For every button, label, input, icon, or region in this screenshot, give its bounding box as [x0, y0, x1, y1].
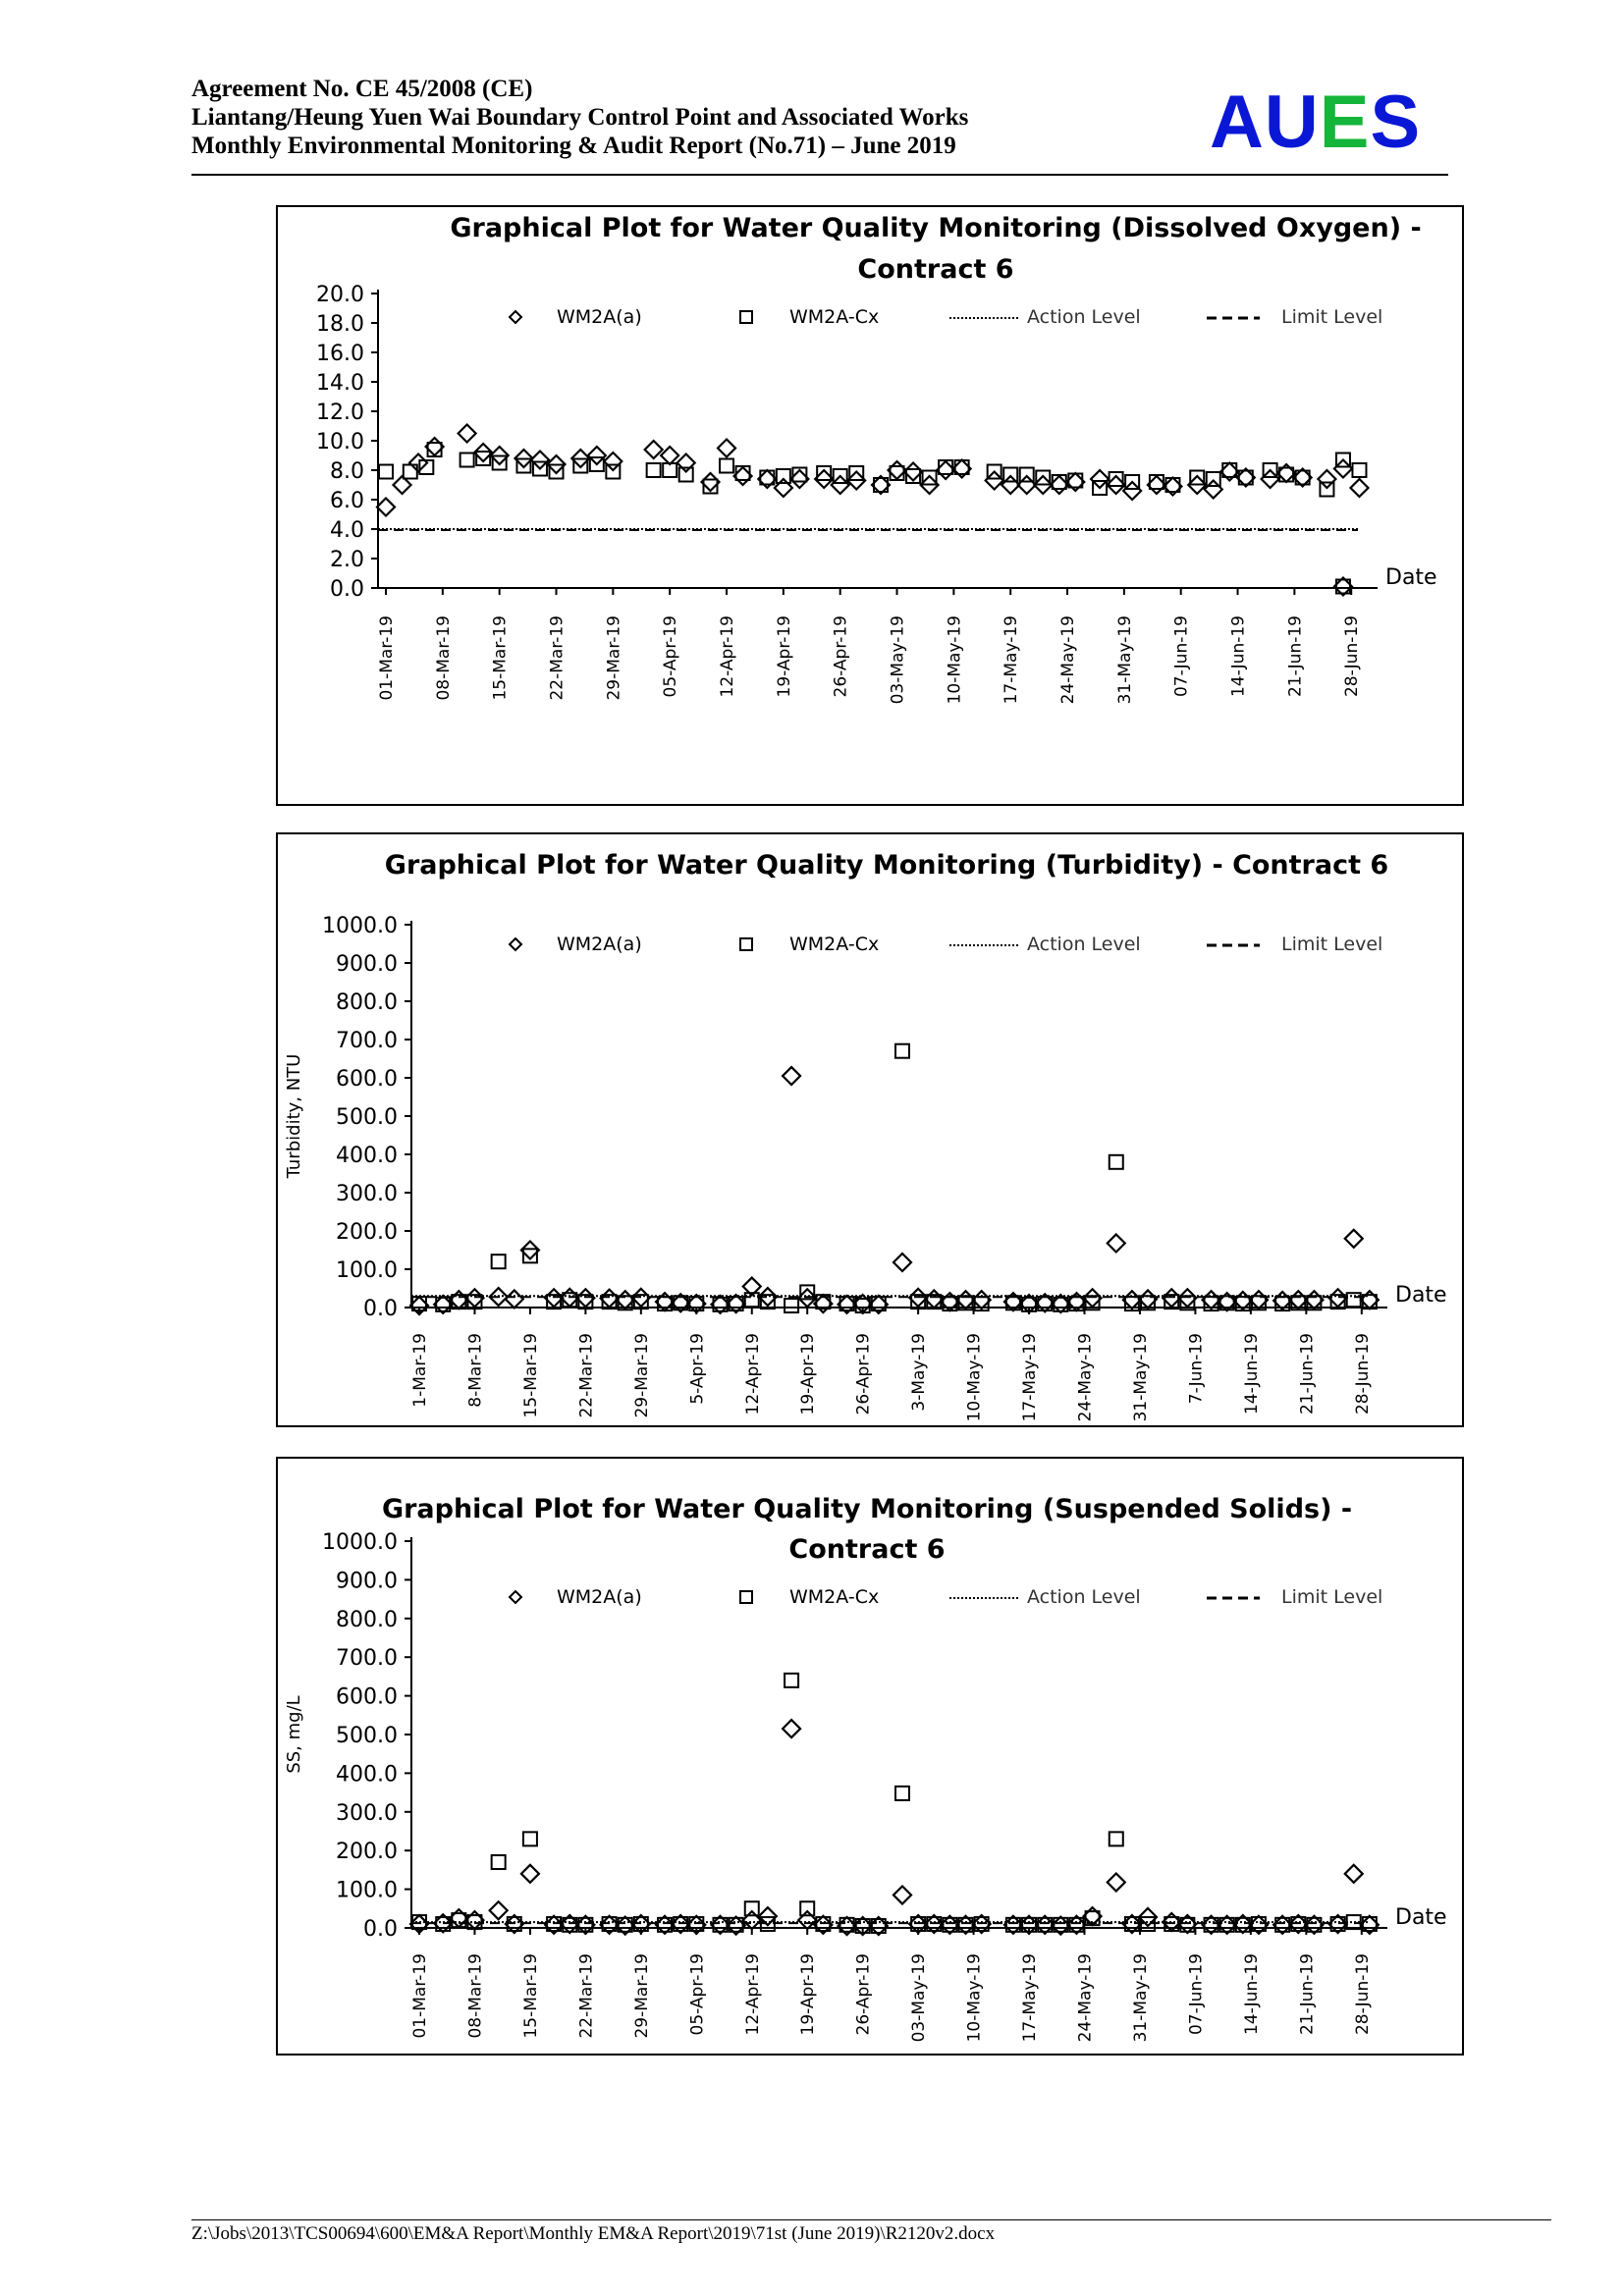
x-tick-label: 7-Jun-19	[1186, 1333, 1207, 1405]
x-tick-label: 10-May-19	[964, 1953, 985, 2043]
x-tick-label-group	[465, 1333, 485, 1408]
y-tick-label: 600.0	[336, 1067, 398, 1092]
legend-label-series1: WM2A(a)	[557, 306, 642, 328]
x-tick-label: 8-Mar-19	[465, 1333, 486, 1408]
x-tick-label: 08-Mar-19	[433, 615, 454, 701]
y-tick-label: 1000.0	[322, 914, 398, 938]
x-tick-label: 17-May-19	[1020, 1953, 1041, 2043]
x-tick-label-group	[775, 615, 794, 697]
legend-label-limit: Limit Level	[1281, 1586, 1383, 1608]
y-tick-label: 0.0	[363, 1917, 398, 1942]
x-tick-label: 22-Mar-19	[576, 1333, 597, 1418]
y-tick-label: 900.0	[336, 952, 398, 977]
x-tick-label-group	[521, 1333, 541, 1418]
y-tick-label: 2.0	[330, 548, 364, 572]
x-tick-label: 12-Apr-19	[742, 1333, 763, 1415]
data-point-diamond	[459, 425, 476, 443]
x-tick-label-group	[687, 1953, 707, 2035]
y-tick-label: 14.0	[316, 371, 364, 396]
chart-2-svg	[278, 1459, 1462, 2054]
x-tick-label: 08-Mar-19	[465, 1953, 486, 2039]
report-title: Monthly Environmental Monitoring & Audit Report (No.71) – June 2019	[191, 133, 956, 159]
legend-label-series2: WM2A-Cx	[789, 934, 880, 955]
x-tick-label-group	[854, 1953, 874, 2035]
legend-label-series2: WM2A-Cx	[789, 1586, 880, 1608]
legend-label-series1: WM2A(a)	[557, 934, 642, 955]
data-point-square	[460, 454, 474, 467]
x-tick-label: 31-May-19	[1130, 1953, 1151, 2043]
y-tick-label: 8.0	[330, 459, 364, 484]
x-tick-label: 29-Mar-19	[604, 615, 624, 701]
data-point-square	[777, 469, 790, 483]
chart-title-line1: Graphical Plot for Water Quality Monitoring (Turbidity) - Contract 6	[384, 850, 1389, 881]
x-tick-label-group	[604, 615, 623, 701]
data-point-square	[476, 452, 490, 465]
y-tick-label: 800.0	[336, 990, 398, 1015]
x-tick-label-group	[1115, 615, 1135, 704]
x-tick-label: 22-Mar-19	[547, 615, 568, 701]
legend-diamond-icon	[510, 311, 521, 323]
x-tick-label-group	[576, 1333, 596, 1418]
legend-square-icon	[740, 938, 752, 950]
chart-legend	[510, 306, 1382, 328]
data-point-diamond	[1108, 1874, 1125, 1892]
x-tick-label: 3-May-19	[909, 1333, 930, 1412]
x-tick-label-group	[854, 1333, 874, 1415]
x-tick-label: 21-Jun-19	[1297, 1953, 1318, 2036]
x-tick-label-group	[798, 1333, 818, 1415]
data-point-square	[1110, 472, 1123, 486]
y-tick-label: 400.0	[336, 1144, 398, 1168]
x-tick-label-group	[798, 1953, 818, 2035]
x-tick-label-group	[1076, 1953, 1096, 2042]
x-tick-label-group	[1186, 1333, 1206, 1404]
x-tick-label: 24-May-19	[1075, 1333, 1096, 1422]
y-axis-label: SS, mg/L	[284, 1695, 304, 1774]
chart-title-line2: Contract 6	[788, 1534, 946, 1565]
data-point-square	[379, 465, 393, 479]
x-tick-label-group	[718, 615, 737, 697]
x-tick-label: 03-May-19	[888, 615, 908, 705]
data-point-square	[785, 1299, 798, 1312]
data-point-diamond	[893, 1254, 911, 1271]
x-tick-label-group	[548, 615, 568, 701]
x-tick-label-group	[1020, 1333, 1040, 1421]
x-tick-label: 01-Mar-19	[377, 615, 397, 701]
x-tick-label-group	[1285, 615, 1305, 697]
y-axis-label: Turbidity, NTU	[284, 1053, 304, 1179]
legend-label-limit: Limit Level	[1281, 934, 1383, 955]
y-tick-label: 0.0	[363, 1297, 398, 1321]
aues-logo	[1210, 79, 1421, 167]
chart-dissolved-oxygen	[276, 205, 1464, 806]
x-tick-label-group	[743, 1953, 763, 2035]
legend-diamond-icon	[510, 938, 521, 950]
data-point-diamond	[783, 1720, 800, 1737]
data-point-diamond	[409, 454, 427, 472]
y-tick-label: 800.0	[336, 1607, 398, 1632]
x-tick-label: 14-Jun-19	[1241, 1953, 1262, 2036]
chart-title-line1: Graphical Plot for Water Quality Monitoring (Suspended Solids) -	[381, 1494, 1353, 1524]
y-tick-label: 0.0	[330, 577, 364, 602]
x-axis-label: Date	[1385, 565, 1437, 590]
legend-label-action: Action Level	[1027, 934, 1141, 955]
x-tick-label-group	[743, 1333, 763, 1415]
x-tick-label: 26-Apr-19	[831, 615, 851, 698]
x-tick-label-group	[889, 615, 908, 704]
chart-legend	[510, 1586, 1382, 1608]
x-tick-label: 28-Jun-19	[1352, 1953, 1373, 2036]
data-point-square	[895, 1787, 909, 1800]
x-tick-label-group	[576, 1953, 596, 2039]
legend-diamond-icon	[510, 1591, 521, 1603]
legend-square-icon	[740, 1591, 752, 1603]
x-tick-label: 15-Mar-19	[520, 1953, 541, 2039]
x-tick-label: 05-Apr-19	[687, 1953, 708, 2036]
x-tick-label: 21-Jun-19	[1297, 1333, 1318, 1415]
x-tick-label: 21-Jun-19	[1285, 615, 1306, 698]
x-tick-label-group	[1242, 1953, 1262, 2035]
y-tick-label: 600.0	[336, 1684, 398, 1710]
x-tick-label: 1-Mar-19	[410, 1333, 430, 1408]
legend-square-icon	[740, 311, 752, 323]
data-point-diamond	[718, 440, 735, 457]
x-tick-label: 07-Jun-19	[1171, 615, 1192, 698]
data-point-diamond	[783, 1067, 800, 1085]
x-tick-label: 28-Jun-19	[1352, 1333, 1373, 1415]
x-tick-label-group	[1353, 1333, 1373, 1415]
data-point-square	[1110, 1155, 1123, 1169]
y-tick-label: 1000.0	[322, 1530, 398, 1555]
x-tick-label: 14-Jun-19	[1228, 615, 1249, 698]
x-tick-label: 29-Mar-19	[631, 1333, 652, 1418]
legend-label-limit: Limit Level	[1281, 306, 1383, 328]
y-tick-label: 500.0	[336, 1724, 398, 1748]
x-tick-label-group	[377, 615, 397, 701]
x-tick-label: 24-May-19	[1058, 615, 1079, 705]
x-tick-label-group	[909, 1953, 929, 2042]
x-tick-label-group	[1297, 1333, 1317, 1415]
legend-label-series2: WM2A-Cx	[789, 306, 880, 328]
y-tick-label: 200.0	[336, 1220, 398, 1245]
y-tick-label: 700.0	[336, 1646, 398, 1672]
x-tick-label: 31-May-19	[1114, 615, 1135, 705]
y-tick-label: 16.0	[316, 342, 364, 366]
legend-label-action: Action Level	[1027, 1586, 1141, 1608]
y-tick-label: 500.0	[336, 1105, 398, 1130]
y-tick-label: 4.0	[330, 518, 364, 543]
x-tick-label: 19-Apr-19	[798, 1953, 819, 2036]
x-tick-label: 10-May-19	[964, 1333, 985, 1422]
y-tick-label: 200.0	[336, 1840, 398, 1865]
x-tick-label-group	[1242, 1333, 1262, 1415]
x-tick-label: 15-Mar-19	[490, 615, 511, 701]
x-tick-label: 26-Apr-19	[853, 1333, 874, 1415]
chart-suspended-solids	[276, 1457, 1464, 2056]
x-tick-label-group	[1076, 1333, 1096, 1421]
y-tick-label: 100.0	[336, 1878, 398, 1903]
x-tick-label-group	[1342, 615, 1362, 697]
y-tick-label: 400.0	[336, 1762, 398, 1788]
data-point-square	[647, 463, 661, 477]
y-axis-label-group	[284, 1695, 304, 1773]
x-axis-label: Date	[1395, 1905, 1447, 1930]
x-tick-label: 07-Jun-19	[1186, 1953, 1207, 2036]
data-point-square	[745, 1901, 759, 1915]
chart-title-line2: Contract 6	[857, 254, 1014, 285]
data-point-square	[1352, 463, 1366, 477]
data-point-square	[817, 466, 831, 480]
x-tick-label-group	[832, 615, 851, 697]
x-tick-label-group	[1020, 1953, 1040, 2042]
chart-0-svg	[278, 207, 1462, 804]
x-tick-label: 5-Apr-19	[687, 1333, 708, 1405]
x-tick-label-group	[965, 1333, 985, 1421]
y-tick-label: 700.0	[336, 1029, 398, 1053]
x-tick-label: 31-May-19	[1130, 1333, 1151, 1422]
data-point-square	[720, 459, 733, 473]
x-tick-label: 10-May-19	[945, 615, 965, 705]
agreement-number: Agreement No. CE 45/2008 (CE)	[191, 76, 533, 102]
y-tick-label: 300.0	[336, 1800, 398, 1826]
chart-1-svg	[278, 834, 1462, 1425]
x-tick-label: 17-May-19	[1020, 1333, 1041, 1422]
x-tick-label: 19-Apr-19	[774, 615, 794, 698]
x-tick-label: 15-Mar-19	[520, 1333, 541, 1418]
data-point-diamond	[377, 499, 395, 516]
chart-turbidity	[276, 832, 1464, 1427]
x-tick-label: 03-May-19	[909, 1953, 930, 2043]
x-tick-label-group	[1229, 615, 1249, 697]
x-tick-label-group	[434, 615, 454, 701]
logo-text-s: S	[1370, 80, 1422, 164]
y-tick-label: 12.0	[316, 400, 364, 425]
data-point-diamond	[521, 1865, 539, 1883]
data-point-diamond	[506, 1290, 523, 1308]
x-tick-label: 22-Mar-19	[576, 1953, 597, 2039]
x-tick-label-group	[965, 1953, 985, 2042]
x-tick-label-group	[491, 615, 511, 701]
x-axis-label: Date	[1395, 1283, 1447, 1308]
y-tick-label: 900.0	[336, 1569, 398, 1594]
y-tick-label: 18.0	[316, 312, 364, 337]
data-point-square	[895, 1044, 909, 1058]
data-point-square	[492, 1855, 506, 1869]
x-tick-label-group	[1172, 615, 1192, 697]
chart-legend	[510, 934, 1382, 955]
footer-divider	[191, 2219, 1551, 2220]
data-point-diamond	[1345, 1230, 1363, 1248]
x-tick-label-group	[661, 615, 680, 697]
data-point-diamond	[1350, 479, 1368, 497]
legend-label-action: Action Level	[1027, 306, 1141, 328]
data-point-square	[679, 468, 693, 482]
logo-text-e: E	[1319, 80, 1371, 164]
footer-file-path: Z:\Jobs\2013\TCS00694\600\EM&A Report\Monthly EM&A Report\2019\71st (June 2019)\R2120v2.docx	[191, 2223, 996, 2244]
x-tick-label-group	[687, 1333, 707, 1405]
x-tick-label-group	[1353, 1953, 1373, 2035]
x-tick-label-group	[632, 1333, 652, 1418]
x-tick-label: 19-Apr-19	[798, 1333, 819, 1415]
x-tick-label: 28-Jun-19	[1342, 615, 1363, 698]
data-point-square	[1347, 1293, 1361, 1307]
data-point-square	[1110, 1832, 1123, 1845]
x-tick-label-group	[945, 615, 964, 704]
logo-text-au: AU	[1210, 80, 1320, 164]
data-point-diamond	[1108, 1234, 1125, 1252]
x-tick-label-group	[632, 1953, 652, 2039]
data-point-diamond	[1345, 1865, 1363, 1883]
x-tick-label: 12-Apr-19	[742, 1953, 763, 2036]
data-point-square	[492, 1255, 506, 1268]
x-tick-label: 14-Jun-19	[1241, 1333, 1262, 1415]
x-tick-label: 26-Apr-19	[853, 1953, 874, 2036]
x-tick-label: 12-Apr-19	[718, 615, 738, 698]
x-tick-label: 17-May-19	[1001, 615, 1022, 705]
x-tick-label-group	[410, 1333, 430, 1408]
x-tick-label: 01-Mar-19	[410, 1953, 430, 2039]
x-tick-label-group	[521, 1953, 541, 2039]
data-point-square	[800, 1901, 814, 1915]
x-tick-label-group	[465, 1953, 485, 2039]
y-tick-label: 20.0	[316, 283, 364, 307]
y-axis-label-group	[284, 1054, 304, 1180]
legend-label-series1: WM2A(a)	[557, 1586, 642, 1608]
x-tick-label-group	[410, 1953, 430, 2039]
y-tick-label: 6.0	[330, 489, 364, 513]
x-tick-label: 05-Apr-19	[661, 615, 681, 698]
chart-title-line1: Graphical Plot for Water Quality Monitoring (Dissolved Oxygen) -	[450, 213, 1422, 243]
data-point-diamond	[490, 1901, 508, 1919]
x-tick-label-group	[1186, 1953, 1206, 2035]
data-point-diamond	[893, 1887, 911, 1904]
x-tick-label: 24-May-19	[1075, 1953, 1096, 2043]
x-tick-label-group	[909, 1333, 929, 1412]
y-tick-label: 300.0	[336, 1182, 398, 1206]
y-tick-label: 100.0	[336, 1258, 398, 1283]
data-point-square	[785, 1674, 798, 1687]
x-tick-label: 29-Mar-19	[631, 1953, 652, 2039]
x-tick-label-group	[1001, 615, 1021, 704]
data-point-square	[523, 1249, 537, 1262]
x-tick-label-group	[1131, 1953, 1151, 2042]
y-tick-label: 10.0	[316, 430, 364, 454]
project-title: Liantang/Heung Yuen Wai Boundary Control Point and Associated Works	[191, 104, 969, 131]
data-point-square	[523, 1832, 537, 1845]
x-tick-label-group	[1297, 1953, 1317, 2035]
x-tick-label-group	[1058, 615, 1078, 704]
header-divider	[191, 174, 1448, 176]
x-tick-label-group	[1131, 1333, 1151, 1421]
